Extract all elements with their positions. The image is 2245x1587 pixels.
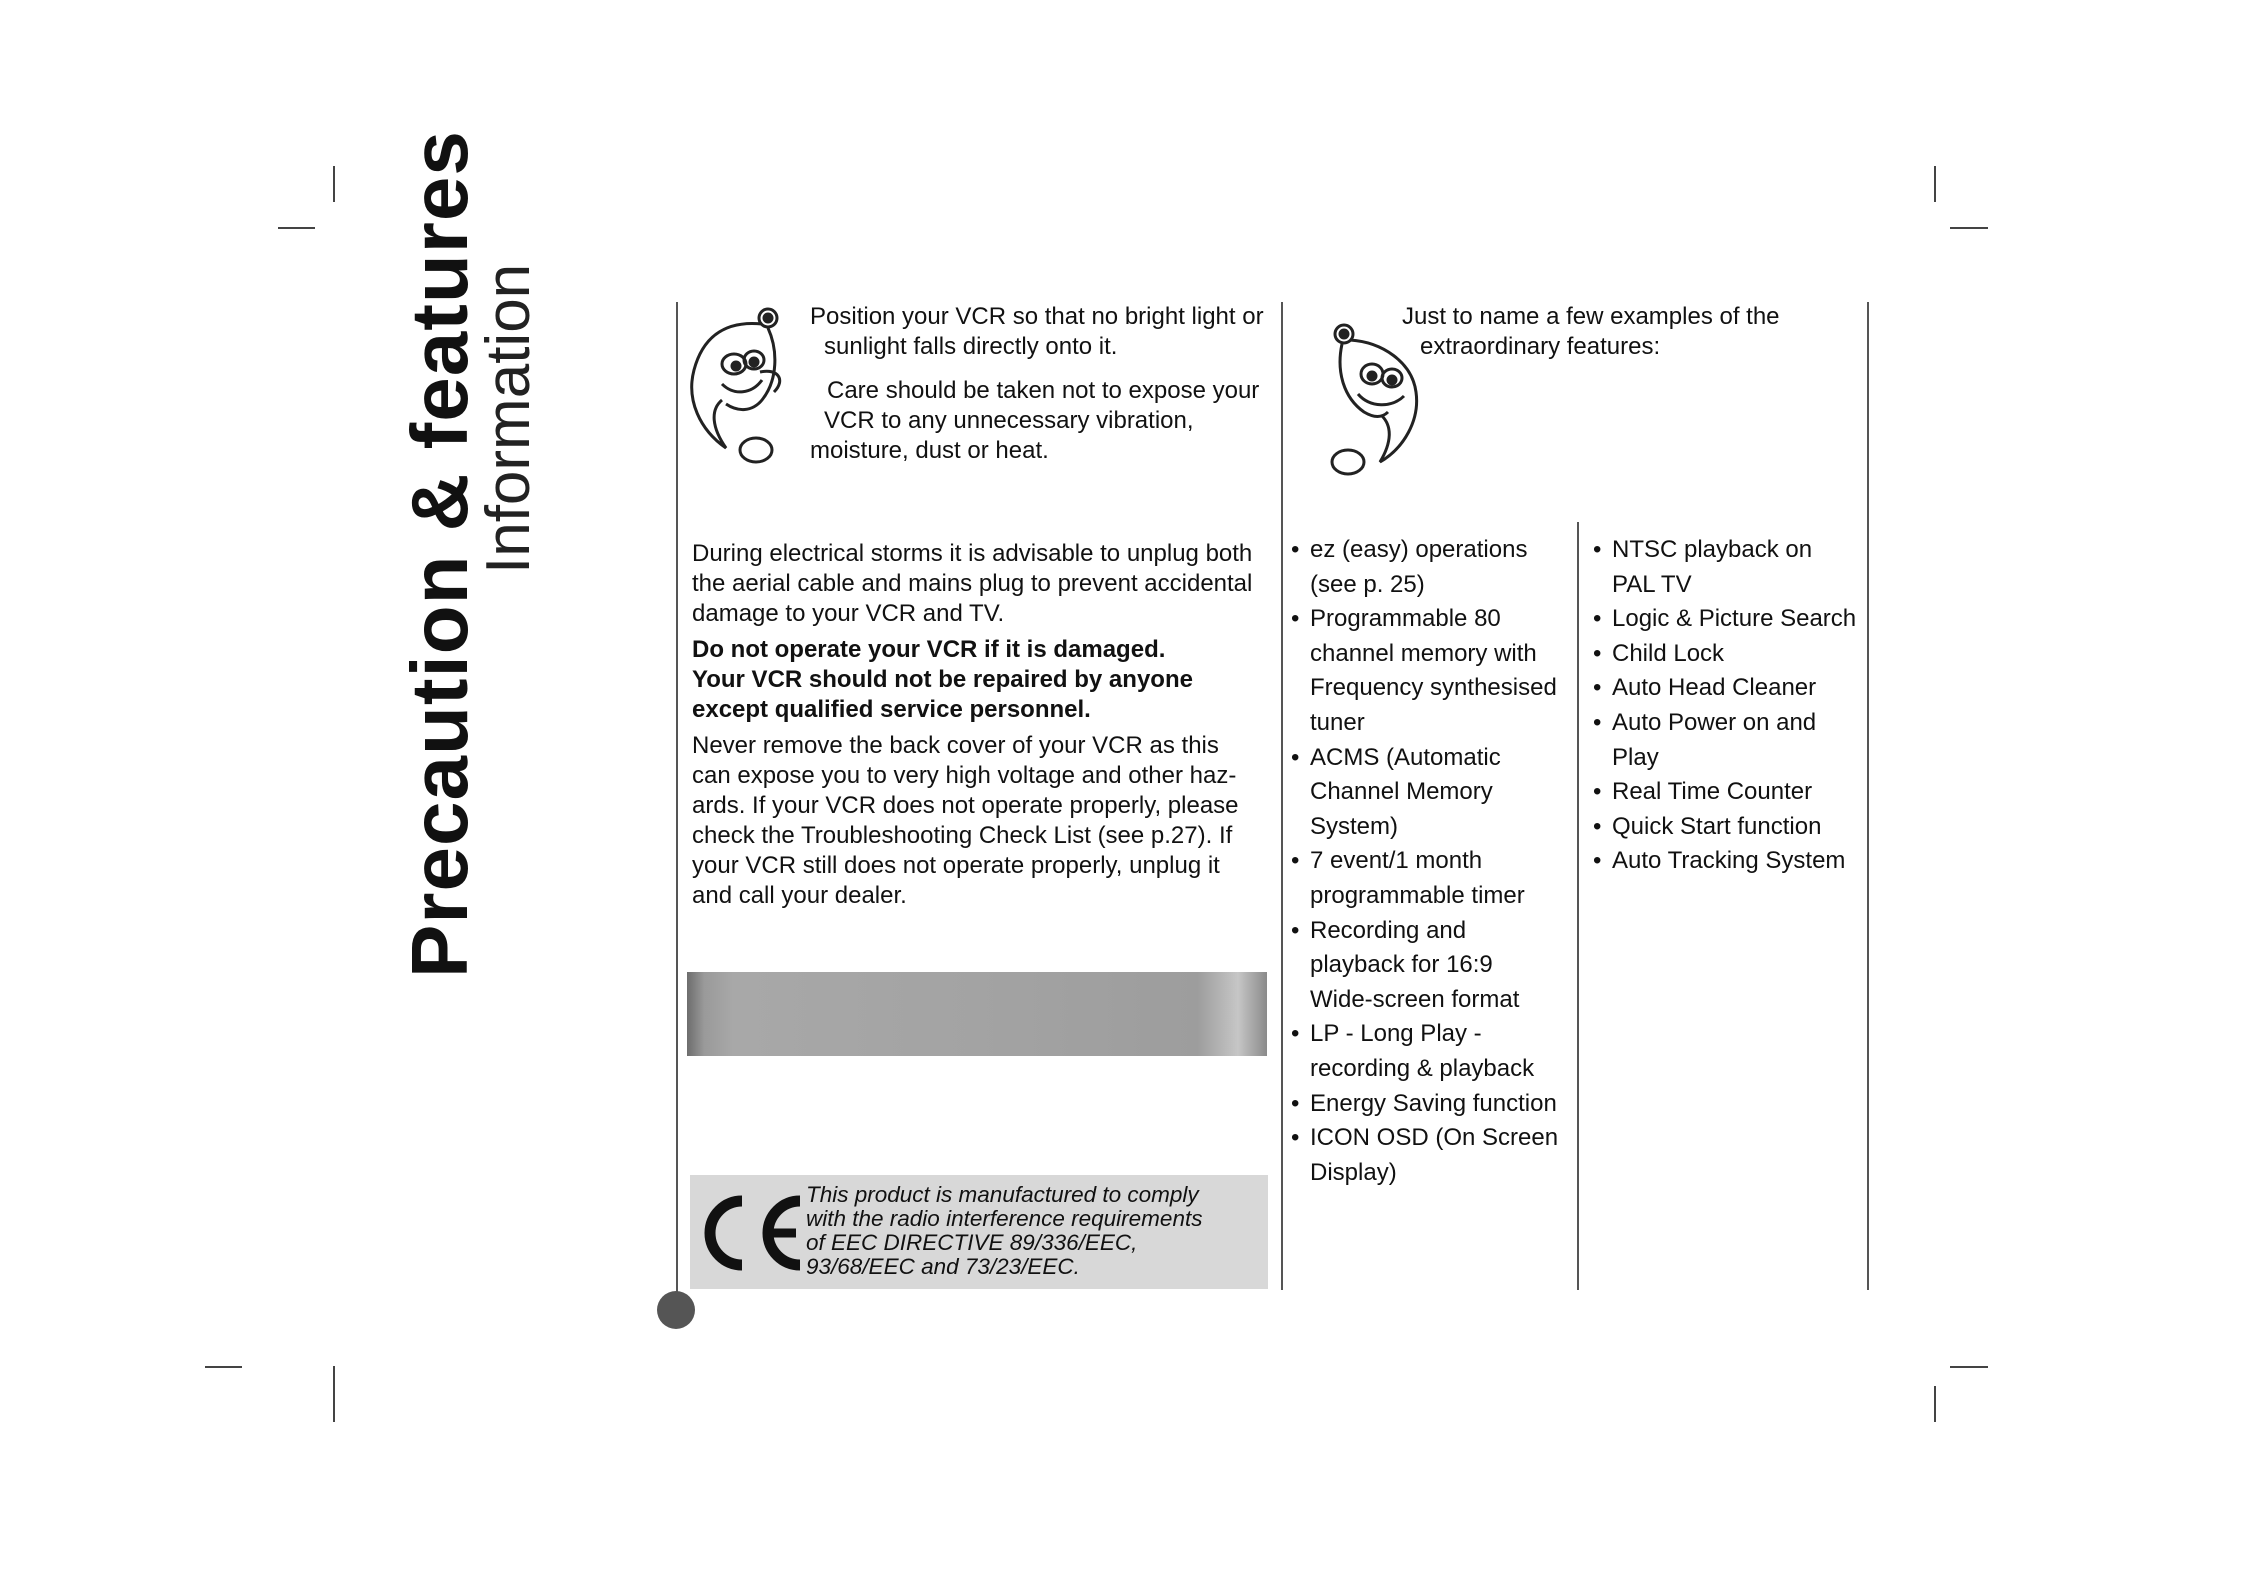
list-item [1593,775,1865,810]
text-line: VCR to any unnecessary vibration, [824,407,1194,434]
text-line: System) [1310,812,1399,840]
text-line: moisture, dust or heat. [810,437,1049,464]
text-line: channel memory with [1310,639,1537,667]
text-line: recording & playback [1310,1054,1535,1082]
list-item [1593,671,1865,706]
text-line: Do not operate your VCR if it is damaged. [692,636,1166,663]
text-line: sunlight falls directly onto it. [824,333,1118,360]
text-line: Your VCR should not be repaired by anyone [692,666,1193,693]
text-line: damage to your VCR and TV. [692,600,1005,627]
column-divider [676,302,678,1305]
crop-mark [333,1366,335,1422]
text-line: Never remove the back cover of your VCR as this [692,732,1219,759]
text-line: except qualified service personnel. [692,696,1091,723]
crop-mark [1934,1386,1936,1422]
text-line: with the radio interference requirements [806,1206,1203,1231]
text-line: This product is manufactured to comply [806,1182,1199,1207]
decorative-bar [687,972,1267,1056]
text-line: can expose you to very high voltage and other haz- [692,762,1237,789]
crop-mark [278,227,315,229]
text-line: 93/68/EEC and 73/23/EEC. [806,1254,1080,1279]
ce-mark-icon [696,1193,808,1273]
list-item [1291,741,1581,845]
text-line: Just to name a few examples of the [1402,303,1780,330]
text-line: • Programmable 80 [1310,605,1501,633]
text-line: • Recording and [1310,916,1467,944]
text-line: Care should be taken not to expose your [827,377,1260,404]
feature-list [1291,533,1581,1190]
placement-note [810,302,1280,466]
list-item [1593,706,1865,775]
text-line: of EEC DIRECTIVE 89/336/EEC, [806,1230,1138,1255]
list-item [1291,602,1581,740]
crop-mark [333,166,335,202]
text-line: Display) [1310,1158,1397,1186]
crop-mark [205,1366,242,1368]
list-item [1593,533,1865,602]
text-line: • Auto Tracking System [1612,847,1846,875]
column-divider [1867,302,1869,1290]
text-line: playback for 16:9 [1310,951,1493,979]
list-item [1593,602,1865,637]
text-line: PAL TV [1612,570,1692,598]
text-line: • LP - Long Play - [1310,1020,1482,1048]
text-line: During electrical storms it is advisable to unplug both [692,540,1253,567]
list-item [1593,810,1865,845]
text-line: • ez (easy) operations [1310,536,1528,563]
list-item [1593,637,1865,672]
list-item [1291,1017,1581,1086]
text-line: Frequency synthesised [1310,674,1557,702]
list-item [1291,533,1581,602]
features-intro [1402,302,1862,362]
repair-warning [692,635,1282,725]
page-dot-icon [657,1291,695,1329]
text-line: programmable timer [1310,881,1525,909]
crop-mark [1950,1366,1988,1368]
text-line: • Quick Start function [1612,812,1822,840]
text-line: • Child Lock [1612,639,1725,667]
text-line: tuner [1310,708,1365,736]
text-line: the aerial cable and mains plug to prevent accidental [692,570,1253,597]
text-line: and call your dealer. [692,882,907,909]
text-line: • Logic & Picture Search [1612,605,1857,633]
text-line: Channel Memory [1310,778,1493,806]
ce-notice-text [806,1183,1256,1279]
list-item [1291,1087,1581,1122]
text-line: Position your VCR so that no bright light or [810,303,1264,330]
text-line: your VCR still does not operate properly, unplug it [692,852,1220,879]
text-line: (see p. 25) [1310,570,1425,598]
page-subtitle: Information [474,263,543,574]
text-line: • NTSC playback on [1612,536,1813,563]
text-line: extraordinary features: [1420,333,1661,360]
list-item [1291,844,1581,913]
text-line: • Real Time Counter [1612,778,1813,806]
crop-mark [1950,227,1988,229]
text-line: • Auto Power on and [1612,708,1817,736]
text-line: Play [1612,743,1659,771]
list-item [1291,914,1581,1018]
feature-list [1593,533,1865,879]
text-line: • 7 event/1 month [1310,847,1483,875]
ce-notice [690,1175,1268,1289]
text-line: • Auto Head Cleaner [1612,674,1817,702]
text-line: • ICON OSD (On Screen [1310,1124,1559,1152]
crop-mark [1934,166,1936,202]
page-title: Precaution & features [395,130,484,978]
back-cover-paragraph [692,731,1282,911]
ghost-mascot-icon [682,300,792,470]
text-line: Wide-screen format [1310,985,1520,1013]
text-line: ards. If your VCR does not operate properly, please [692,792,1239,819]
text-line: • Energy Saving function [1310,1089,1557,1117]
list-item [1593,844,1865,879]
list-item [1291,1121,1581,1190]
text-line: • ACMS (Automatic [1310,743,1501,771]
storm-paragraph [692,539,1282,629]
text-line: check the Troubleshooting Check List (see p.27). If [692,822,1233,849]
